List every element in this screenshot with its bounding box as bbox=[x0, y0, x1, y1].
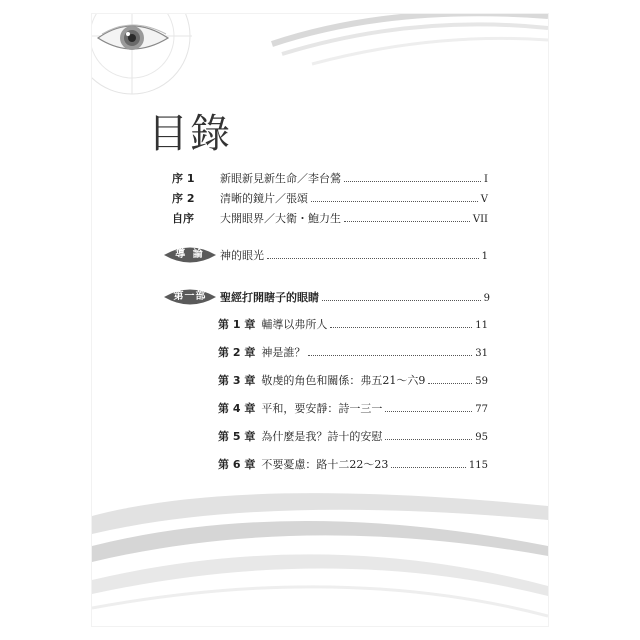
page-number: 11 bbox=[475, 320, 488, 331]
page-number: 1 bbox=[481, 251, 488, 262]
chapter-label: 第 3 章 bbox=[218, 374, 256, 387]
dot-leader bbox=[385, 411, 472, 412]
dot-leader bbox=[311, 201, 478, 202]
page-number: V bbox=[480, 194, 488, 205]
toc-row-intro bbox=[92, 244, 548, 268]
header-decoration bbox=[92, 14, 548, 114]
page-number: 31 bbox=[475, 348, 488, 359]
dot-leader bbox=[344, 221, 470, 222]
dot-leader bbox=[428, 383, 472, 384]
toc-row-chapter-2 bbox=[92, 344, 548, 362]
page-number: 95 bbox=[475, 432, 488, 443]
part-title: 聖經打開瞎子的眼睛 bbox=[220, 291, 319, 304]
dot-leader bbox=[267, 258, 479, 259]
intro-badge: 導 論 bbox=[162, 244, 218, 266]
preface-title: 新眼新見新生命／李台鶯 bbox=[220, 172, 341, 185]
toc-row-preface-3 bbox=[92, 210, 548, 228]
chapter-title: 不要憂慮：路十二22～23 bbox=[261, 458, 389, 471]
preface-label: 自序 bbox=[172, 212, 194, 225]
chapter-title: 敬虔的角色和關係：弗五21～六9 bbox=[261, 374, 426, 387]
chapter-label: 第 2 章 bbox=[218, 346, 256, 359]
dot-leader bbox=[391, 467, 466, 468]
chapter-title: 平和，要安靜：詩一三一 bbox=[261, 402, 383, 415]
page-number: 9 bbox=[483, 293, 490, 304]
eye-icon bbox=[98, 25, 168, 50]
preface-title: 大開眼界／大衛・鮑力生 bbox=[220, 212, 341, 225]
part-badge: 第一部 bbox=[162, 286, 218, 308]
chapter-label: 第 5 章 bbox=[218, 430, 256, 443]
chapter-label: 第 1 章 bbox=[218, 318, 256, 331]
page-number: 115 bbox=[468, 460, 488, 471]
toc-row-chapter-6 bbox=[92, 456, 548, 474]
page-number: I bbox=[484, 174, 488, 185]
preface-title: 清晰的鏡片／張頌 bbox=[220, 192, 308, 205]
preface-label: 序 1 bbox=[172, 172, 195, 185]
page-number: 77 bbox=[475, 404, 488, 415]
page-title: 目錄 bbox=[148, 111, 232, 157]
chapter-title: 為什麼是我？詩十的安慰 bbox=[261, 430, 383, 443]
dot-leader bbox=[385, 439, 472, 440]
toc-row-chapter-1 bbox=[92, 316, 548, 334]
chapter-label: 第 4 章 bbox=[218, 402, 256, 415]
dot-leader bbox=[308, 355, 472, 356]
dot-leader bbox=[322, 300, 481, 301]
intro-title: 神的眼光 bbox=[220, 249, 264, 262]
toc-row-part-1 bbox=[92, 286, 548, 310]
dot-leader bbox=[330, 327, 472, 328]
preface-label: 序 2 bbox=[172, 192, 195, 205]
toc-row-chapter-5 bbox=[92, 428, 548, 446]
toc-row-preface-2 bbox=[92, 190, 548, 208]
toc-row-chapter-4 bbox=[92, 400, 548, 418]
chapter-label: 第 6 章 bbox=[218, 458, 256, 471]
dot-leader bbox=[344, 181, 481, 182]
page-number: 59 bbox=[475, 376, 488, 387]
book-page bbox=[92, 14, 548, 626]
toc-row-chapter-3 bbox=[92, 372, 548, 390]
chapter-title: 神是誰？ bbox=[261, 346, 306, 359]
page-number: VII bbox=[472, 214, 488, 225]
toc-row-preface-1 bbox=[92, 170, 548, 188]
chapter-title: 輔導以弗所人 bbox=[261, 318, 328, 331]
footer-decoration bbox=[92, 476, 548, 626]
